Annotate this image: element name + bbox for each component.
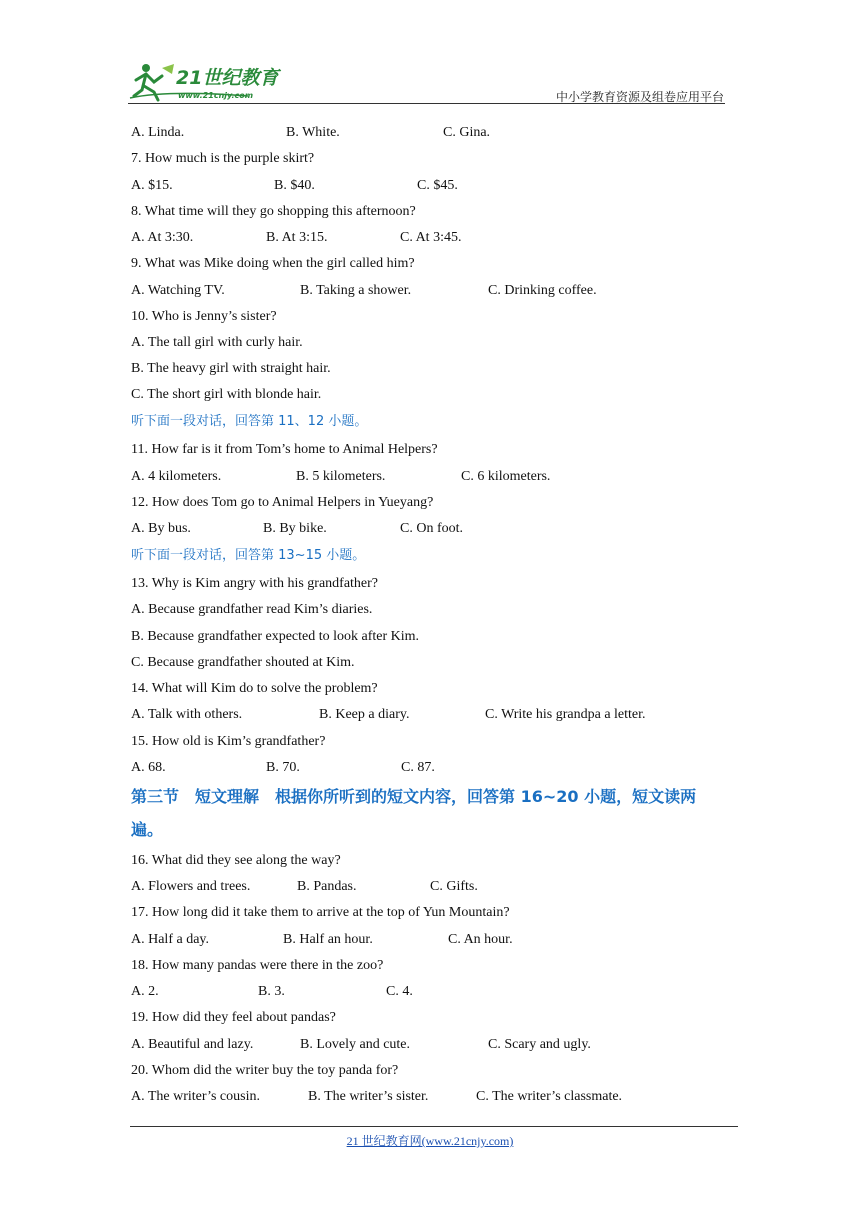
question-text: C. The short girl with blonde hair. xyxy=(131,387,322,402)
answer-option: C. Write his grandpa a letter. xyxy=(485,707,646,722)
question-text: 16. What did they see along the way? xyxy=(131,853,341,868)
answer-option: B. Keep a diary. xyxy=(319,707,410,722)
answer-option: B. At 3:15. xyxy=(266,230,328,245)
question-text: 10. Who is Jenny’s sister? xyxy=(131,309,277,324)
answer-option: A. Flowers and trees. xyxy=(131,879,251,894)
answer-option: A. By bus. xyxy=(131,521,191,536)
question-text: 15. How old is Kim’s grandfather? xyxy=(131,734,326,749)
section-heading: 遍。 xyxy=(131,820,164,839)
answer-option: A. Half a day. xyxy=(131,932,210,947)
answer-option: A. The writer’s cousin. xyxy=(131,1089,260,1104)
question-text: 20. Whom did the writer buy the toy panda for? xyxy=(131,1063,399,1078)
question-text: 12. How does Tom go to Animal Helpers in Yueyang? xyxy=(131,495,434,510)
answer-option: B. Taking a shower. xyxy=(300,283,412,298)
listening-instruction: 听下面一段对话，回答第 13~15 小题。 xyxy=(131,548,366,563)
question-text: C. Because grandfather shouted at Kim. xyxy=(131,655,355,670)
answer-option: C. Gifts. xyxy=(430,879,478,894)
answer-option: B. White. xyxy=(286,125,340,140)
question-text: 19. How did they feel about pandas? xyxy=(131,1010,336,1025)
answer-option: B. 70. xyxy=(266,760,300,775)
svg-text:www.21cnjy.com: www.21cnjy.com xyxy=(178,91,254,100)
answer-option: B. $40. xyxy=(274,178,315,193)
answer-option: A. At 3:30. xyxy=(131,230,194,245)
svg-text:21世纪教育: 21世纪教育 xyxy=(176,67,279,89)
answer-option: B. Pandas. xyxy=(297,879,357,894)
answer-option: A. Linda. xyxy=(131,125,185,140)
page-footer xyxy=(0,1132,860,1149)
question-text: 18. How many pandas were there in the zoo? xyxy=(131,958,384,973)
answer-option: C. An hour. xyxy=(448,932,513,947)
21cnjy-logo xyxy=(128,60,288,104)
question-text: A. Because grandfather read Kim’s diaries. xyxy=(131,602,373,617)
answer-option: A. Talk with others. xyxy=(131,707,243,722)
question-text: B. Because grandfather expected to look after Kim. xyxy=(131,629,420,644)
header-divider xyxy=(128,103,725,104)
answer-option: C. $45. xyxy=(417,178,458,193)
question-text: 9. What was Mike doing when the girl called him? xyxy=(131,256,415,271)
question-text: 7. How much is the purple skirt? xyxy=(131,151,315,166)
answer-option: A. 2. xyxy=(131,984,159,999)
answer-option: C. Gina. xyxy=(443,125,491,140)
answer-option: B. Lovely and cute. xyxy=(300,1037,411,1052)
footer-divider xyxy=(130,1126,738,1127)
answer-option: C. On foot. xyxy=(400,521,463,536)
answer-option: A. 68. xyxy=(131,760,166,775)
answer-option: C. Drinking coffee. xyxy=(488,283,597,298)
question-text: 11. How far is it from Tom’s home to Animal Helpers? xyxy=(131,442,438,457)
answer-option: B. The writer’s sister. xyxy=(308,1089,429,1104)
answer-option: B. 5 kilometers. xyxy=(296,469,386,484)
section-heading: 第三节 短文理解 根据你所听到的短文内容，回答第 16~20 小题，短文读两 xyxy=(131,787,697,806)
question-text: 8. What time will they go shopping this afternoon? xyxy=(131,204,416,219)
question-text: A. The tall girl with curly hair. xyxy=(131,335,303,350)
answer-option: B. Half an hour. xyxy=(283,932,373,947)
answer-option: A. Watching TV. xyxy=(131,283,225,298)
answer-option: B. 3. xyxy=(258,984,285,999)
answer-option: A. $15. xyxy=(131,178,173,193)
question-text: B. The heavy girl with straight hair. xyxy=(131,361,331,376)
answer-option: C. 6 kilometers. xyxy=(461,469,551,484)
question-text: 17. How long did it take them to arrive at the top of Yun Mountain? xyxy=(131,905,510,920)
answer-option: C. Scary and ugly. xyxy=(488,1037,591,1052)
answer-option: C. 4. xyxy=(386,984,413,999)
answer-option: A. 4 kilometers. xyxy=(131,469,222,484)
question-text: 13. Why is Kim angry with his grandfather? xyxy=(131,576,379,591)
answer-option: A. Beautiful and lazy. xyxy=(131,1037,254,1052)
platform-name: 中小学教育资源及组卷应用平台 xyxy=(555,90,724,104)
question-text: 14. What will Kim do to solve the problem? xyxy=(131,681,378,696)
page-header xyxy=(128,60,738,104)
answer-option: B. By bike. xyxy=(263,521,327,536)
listening-instruction: 听下面一段对话，回答第 11、12 小题。 xyxy=(131,414,368,429)
answer-option: C. The writer’s classmate. xyxy=(476,1089,623,1104)
answer-option: C. 87. xyxy=(401,760,435,775)
answer-option: C. At 3:45. xyxy=(400,230,462,245)
footer-link[interactable]: 21 世纪教育网(www.21cnjy.com) xyxy=(346,1134,514,1148)
